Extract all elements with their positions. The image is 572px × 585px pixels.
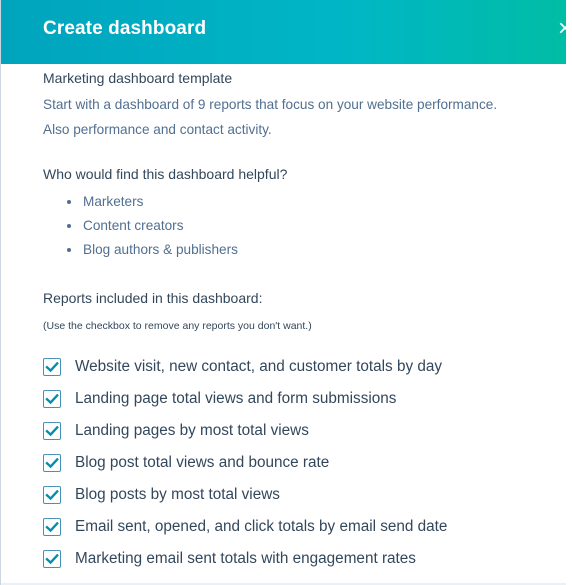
report-label: Landing page total views and form submissions <box>75 390 397 407</box>
audience-item-label: Blog authors & publishers <box>83 242 238 257</box>
check-icon <box>45 552 59 566</box>
report-item[interactable] <box>43 516 447 548</box>
template-name: Marketing dashboard template <box>43 70 233 86</box>
audience-item-label: Marketers <box>83 194 144 209</box>
audience-item-label: Content creators <box>83 218 184 233</box>
report-item[interactable] <box>43 356 447 388</box>
report-checkbox[interactable] <box>43 518 61 536</box>
check-icon <box>45 424 59 438</box>
report-checkbox[interactable] <box>43 454 61 472</box>
report-item[interactable] <box>43 548 447 580</box>
report-item[interactable] <box>43 388 447 420</box>
report-checkbox[interactable] <box>43 390 61 408</box>
audience-item <box>67 193 238 217</box>
bullet-icon <box>67 248 71 252</box>
report-item[interactable] <box>43 452 447 484</box>
close-icon[interactable]: × <box>558 15 572 42</box>
check-icon <box>45 456 59 470</box>
report-label: Website visit, new contact, and customer totals by day <box>75 358 443 375</box>
audience-question: Who would find this dashboard helpful? <box>43 166 288 182</box>
bullet-icon <box>67 224 71 228</box>
dialog-header <box>1 0 572 64</box>
report-checkbox[interactable] <box>43 422 61 440</box>
reports-heading: Reports included in this dashboard: <box>43 290 263 306</box>
report-label: Blog post total views and bounce rate <box>75 454 330 471</box>
audience-list <box>67 193 238 265</box>
report-checkbox[interactable] <box>43 358 61 376</box>
check-icon <box>45 520 59 534</box>
report-label: Blog posts by most total views <box>75 486 280 503</box>
audience-item <box>67 217 238 241</box>
check-icon <box>45 360 59 374</box>
bullet-icon <box>67 200 71 204</box>
report-label: Email sent, opened, and click totals by email send date <box>75 518 448 535</box>
report-item[interactable] <box>43 484 447 516</box>
report-label: Marketing email sent totals with engagement rates <box>75 550 416 567</box>
dialog-title: Create dashboard <box>43 18 207 39</box>
check-icon <box>45 488 59 502</box>
template-description-line1: Start with a dashboard of 9 reports that focus on your website performance. <box>43 97 498 112</box>
reports-note: (Use the checkbox to remove any reports you don't want.) <box>43 320 312 332</box>
template-description-line2: Also performance and contact activity. <box>43 122 272 137</box>
reports-list <box>43 356 447 580</box>
check-icon <box>45 392 59 406</box>
report-checkbox[interactable] <box>43 550 61 568</box>
report-item[interactable] <box>43 420 447 452</box>
audience-item <box>67 241 238 265</box>
report-label: Landing pages by most total views <box>75 422 309 439</box>
report-checkbox[interactable] <box>43 486 61 504</box>
